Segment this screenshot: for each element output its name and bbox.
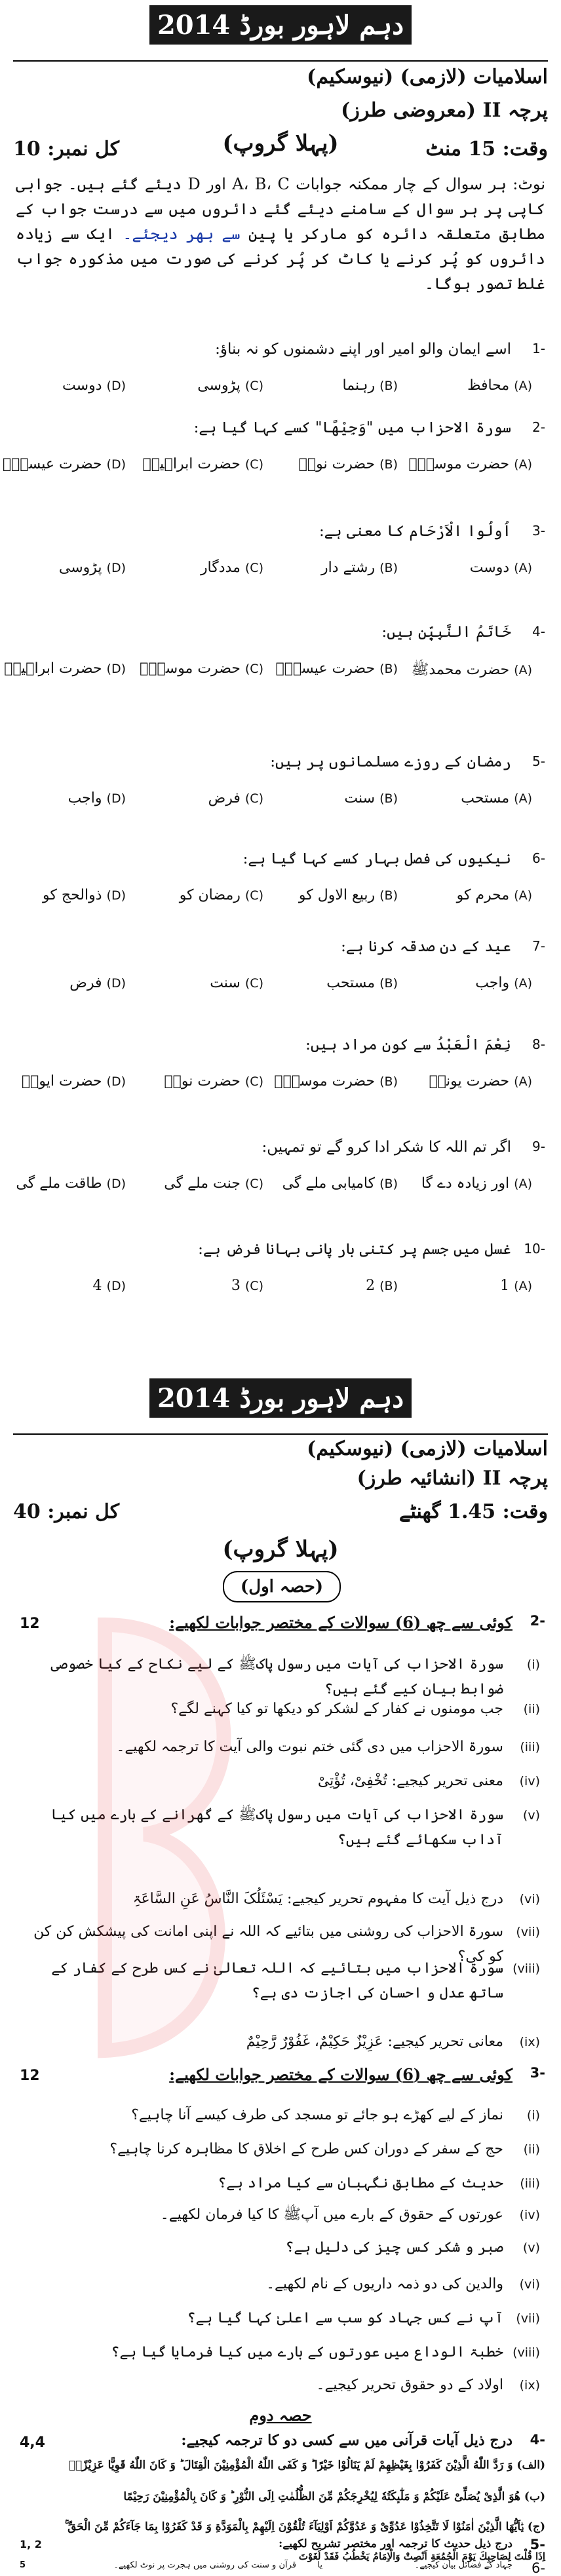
mcq-option-text: محرم کو xyxy=(456,887,510,903)
mcq-text: غسل میں جسم پر کتنی بار پانی بہانا فرض ہے: xyxy=(198,1241,511,1258)
mcq-option-label: (C) xyxy=(244,791,263,806)
mcq-option-label: (D) xyxy=(106,379,126,393)
mcq-option-label: (C) xyxy=(244,1279,263,1293)
mcq-option-text: طاقت ملے گی xyxy=(16,1175,102,1192)
mcq-option-text: حضرت ابراہیمؑ xyxy=(142,456,241,472)
mcq-text: عید کے دن صدقہ کرنا ہے: xyxy=(341,938,511,955)
question-3-item-number: (i) xyxy=(526,2108,540,2123)
paper1-total-marks: کل نمبر: 10 xyxy=(13,138,120,161)
mcq-option[interactable] xyxy=(321,559,398,576)
mcq-option-text: مستحب xyxy=(326,975,376,991)
mcq-number: 1- xyxy=(532,341,545,356)
mcq-option[interactable] xyxy=(500,1278,532,1294)
mcq-text: اگر تم اللہ کا شکر ادا کرو گے تو تمہیں: xyxy=(261,1139,511,1156)
question-4-marks: 4,4 xyxy=(20,2434,45,2451)
mcq-option-text: 2 xyxy=(366,1278,376,1294)
question-4-verse: (الف) وَ رَدَّ اللّٰهُ الَّذِیْنَ كَفَرُوْا بِغَیْظِهِمْ لَمْ یَنَالُوْا خَیْرًا ؕ وَ كَفَى اللّٰهُ الْمُؤْمِنِیْنَ الْقِتَالَ ؕ وَ كَانَ اللّٰهُ قَوِیًّا عَزِیْزًاۚ xyxy=(68,2459,545,2472)
mcq-option-text: سنت xyxy=(344,790,376,806)
mcq-option-label: (D) xyxy=(106,1279,126,1293)
mcq-option[interactable] xyxy=(43,887,126,903)
mcq-option[interactable] xyxy=(344,790,398,806)
mcq-question-3 xyxy=(16,523,545,549)
mcq-option-text: حضرت عیسیٰؑ xyxy=(275,660,376,677)
mcq-option-label: (C) xyxy=(244,662,263,676)
question-3-item-number: (vi) xyxy=(519,2277,540,2292)
mcq-option-text: فرض xyxy=(208,790,241,806)
mcq-question-1 xyxy=(16,341,545,367)
mcq-option-text: مستحب xyxy=(461,790,510,806)
mcq-text: نِعْمَ الْعَبْدُ سے کون مراد ہیں: xyxy=(305,1036,511,1053)
question-2-item-text: سورۃ الاحزاب کی آیات میں رسول پاکﷺ کے لیے نکاح کے کیا خصوصی ضوابط بیان کیے گئے ہیں؟ xyxy=(50,1656,503,1697)
header-rule xyxy=(13,60,548,62)
mcq-option[interactable] xyxy=(276,660,398,677)
mcq-option-text: جنت ملے گی xyxy=(164,1175,241,1192)
paper2-meta-row xyxy=(13,1500,548,1523)
question-2-text: کوئی سے چھ (6) سوالات کے مختصر جوابات لکھیے: xyxy=(169,1613,513,1632)
mcq-option[interactable] xyxy=(22,1073,126,1089)
mcq-number: 3- xyxy=(532,523,545,539)
mcq-option[interactable] xyxy=(475,975,532,991)
mcq-option-label: (B) xyxy=(379,1177,398,1191)
mcq-option-text: رمضان کو xyxy=(179,887,241,903)
question-3 xyxy=(16,2065,545,2091)
mcq-option[interactable] xyxy=(68,790,126,806)
mcq-number: 5- xyxy=(532,753,545,769)
paper1-subject: اسلامیات (لازمی) (نیوسکیم) xyxy=(307,66,548,88)
mcq-option[interactable] xyxy=(69,975,126,991)
mcq-option-label: (D) xyxy=(106,1074,126,1089)
paper1-note-part1: نوٹ: ہر سوال کے چار ممکنہ جوابات A، B، C اور D دیئے گئے ہیں۔ جوابی کاپی پر ہر سوال کے سامنے دیئے گئے دائروں میں سے درست جواب کے مطابق متعلقہ دائرہ کو مارکر یا پین xyxy=(16,175,546,243)
mcq-text: اُولُوا الْاَرْحَام کا معنی ہے: xyxy=(319,523,511,540)
question-3-item-number: (ii) xyxy=(523,2142,540,2157)
mcq-option[interactable] xyxy=(231,1278,263,1294)
mcq-option-text: حضرت یونسؑ xyxy=(429,1073,510,1089)
mcq-option-text: حضرت محمدﷺ xyxy=(411,662,510,678)
question-5-number: 5- xyxy=(530,2537,545,2552)
question-2-item-text: سورۃ الاحزاب کی آیات میں رسول پاکﷺ کے گھرانے کے بارے میں کیا آداب سکھائے گئے ہیں؟ xyxy=(50,1807,503,1848)
mcq-options-7 xyxy=(16,975,545,1001)
mcq-option-label: (B) xyxy=(379,1279,398,1293)
question-3-item-text: حج کے سفر کے دوران کس طرح کے اخلاق کا مظاہرہ کرنا چاہیے؟ xyxy=(109,2141,503,2157)
paper1-note-part3: ایک سے زیادہ دائروں کو پُر کرنے یا کاٹ کر پُر کرنے کی صورت میں مذکورہ جواب غلط تصور ہوگا۔ xyxy=(16,225,545,293)
mcq-question-5 xyxy=(16,753,545,780)
mcq-option-label: (D) xyxy=(106,457,126,472)
mcq-options-10 xyxy=(16,1278,545,1304)
paper2-group: (پہلا گروپ) xyxy=(222,1536,339,1563)
question-4-verse: (ج) یٰۤاَیُّهَا الَّذِیْنَ اٰمَنُوْا لَا تَتَّخِذُوْا عَدُوِّیْ وَ عَدُوَّكُمْ اَوْلِیَآءَ تُلْقُوْنَ اِلَیْهِمْ بِالْمَوَدَّةِ وَ قَدْ كَفَرُوْا بِمَا جَآءَكُمْ مِّنَ الْحَقِّ ۚ xyxy=(64,2520,545,2533)
mcq-option-label: (D) xyxy=(106,561,126,575)
mcq-number: 10- xyxy=(524,1241,545,1257)
question-4-verse: (ب) هُوَ الَّذِیْ یُصَلِّیْ عَلَیْكُمْ وَ مَلٰٓىٕكَتُهٗ لِیُخْرِجَكُمْ مِّنَ الظُّلُمٰتِ اِلَى النُّوْرِ ؕ وَ كَانَ بِالْمُؤْمِنِیْنَ رَحِیْمًا xyxy=(123,2490,545,2503)
mcq-option-label: (A) xyxy=(514,976,532,991)
question-6-or: یا xyxy=(317,2560,322,2570)
question-5-hadith: اِذَا قُلْتَ لِصَاحِبِكَ یَوْمَ الْجُمُعَةِ اَنْصِتْ وَالْاِمَامُ یَخْطُبُ فَقَدْ لَغَوْتَ xyxy=(298,2550,545,2562)
mcq-options-6 xyxy=(16,887,545,913)
mcq-number: 9- xyxy=(532,1139,545,1154)
header-rule xyxy=(13,1433,548,1435)
mcq-option-text: پڑوسی xyxy=(58,559,102,576)
mcq-option-label: (C) xyxy=(244,1177,263,1191)
mcq-option-label: (B) xyxy=(379,662,398,676)
question-4-number: 4- xyxy=(530,2432,545,2448)
paper1-paper-title: پرچہ II (معروضی طرز) xyxy=(341,99,548,122)
mcq-option[interactable] xyxy=(210,975,263,991)
mcq-question-2 xyxy=(16,419,545,445)
paper2-time: وقت: 1.45 گھنٹے xyxy=(398,1500,548,1523)
mcq-option[interactable] xyxy=(282,1175,398,1192)
mcq-option[interactable] xyxy=(366,1278,398,1294)
mcq-option-label: (D) xyxy=(106,1177,126,1191)
mcq-option[interactable] xyxy=(140,660,263,677)
question-6-alternative: قرآن و سنت کی روشنی میں ہجرت پر نوٹ لکھیے۔ xyxy=(113,2560,296,2570)
mcq-options-5 xyxy=(16,790,545,816)
mcq-question-10 xyxy=(16,1241,545,1267)
mcq-option-text: حضرت موسیٰؑ xyxy=(408,456,510,472)
mcq-number: 7- xyxy=(532,938,545,954)
mcq-option-label: (A) xyxy=(514,1177,532,1191)
mcq-option-text: حضرت نوحؑ xyxy=(298,456,376,472)
question-3-item-number: (v) xyxy=(522,2241,540,2255)
question-3-item-number: (viii) xyxy=(513,2345,540,2360)
mcq-question-7 xyxy=(16,938,545,964)
mcq-option[interactable] xyxy=(457,887,532,903)
mcq-option-label: (B) xyxy=(379,791,398,806)
mcq-option-label: (B) xyxy=(379,1074,398,1089)
paper2-header xyxy=(13,1437,548,1490)
mcq-option[interactable] xyxy=(467,377,532,394)
mcq-option[interactable] xyxy=(143,456,263,472)
question-3-item-text: عورتوں کے حقوق کے بارے میں آپﷺ کا کیا فرمان لکھیے۔ xyxy=(160,2207,503,2223)
question-3-item-number: (ix) xyxy=(519,2378,540,2393)
mcq-text: سورۃ الاحزاب میں "وَجِیْھًا" کسے کہا گیا ہے: xyxy=(193,419,511,436)
mcq-option-text: واجب xyxy=(475,975,510,991)
mcq-option-label: (A) xyxy=(514,561,532,575)
question-3-item-text: آپ نے کس جہاد کو سب سے اعلیٰ کہا گیا ہے؟ xyxy=(187,2310,503,2326)
question-2-item-text: درج ذیل آیت کا مفہوم تحریر کیجیے: یَسْئَلُکَ النَّاسُ عَنِ السَّاعَۃِ xyxy=(132,1891,503,1907)
mcq-option[interactable] xyxy=(461,790,532,806)
mcq-option[interactable] xyxy=(164,1175,263,1192)
mcq-option-label: (C) xyxy=(244,976,263,991)
mcq-option-label: (D) xyxy=(106,976,126,991)
question-3-text: کوئی سے چھ (6) سوالات کے مختصر جوابات لکھیے: xyxy=(169,2065,513,2084)
mcq-option-text: دوست xyxy=(469,559,510,576)
question-2-item-text: سورۃ الاحزاب میں دی گئی ختم نبوت والی آیت کا ترجمہ لکھیے۔ xyxy=(116,1739,503,1755)
question-6 xyxy=(16,2560,545,2576)
question-3-item-number: (iii) xyxy=(520,2176,540,2191)
paper2-subject: اسلامیات (لازمی) (نیوسکیم) xyxy=(307,1437,548,1460)
mcq-option-label: (D) xyxy=(106,791,126,806)
mcq-option-text: حضرت نوحؑ xyxy=(164,1073,241,1089)
question-2-item-number: (vi) xyxy=(519,1892,540,1906)
mcq-option[interactable] xyxy=(197,377,263,394)
mcq-option-text: رہنما xyxy=(342,377,376,394)
question-2-marks: 12 xyxy=(20,1616,40,1632)
mcq-option[interactable] xyxy=(429,1073,532,1089)
mcq-option-label: (D) xyxy=(106,662,126,676)
mcq-option-label: (A) xyxy=(514,888,532,903)
question-6-marks: 5 xyxy=(20,2560,26,2570)
question-3-marks: 12 xyxy=(20,2068,40,2084)
question-4-text: درج ذیل آیات قرآنی میں سے کسی دو کا ترجمہ کیجیے: xyxy=(181,2432,513,2449)
mcq-option[interactable] xyxy=(326,975,398,991)
mcq-option-text: سنت xyxy=(210,975,241,991)
paper2-paper-title: پرچہ II (انشائیہ طرز) xyxy=(357,1467,548,1490)
mcq-option-text: 3 xyxy=(231,1278,241,1294)
mcq-option-label: (A) xyxy=(514,791,532,806)
mcq-text: رمضان کے روزے مسلمانوں پر ہیں: xyxy=(270,753,511,770)
mcq-option[interactable] xyxy=(3,456,126,472)
mcq-option-label: (B) xyxy=(379,888,398,903)
question-6-number: 6- xyxy=(532,2560,545,2576)
paper2-section2-label: حصہ دوم xyxy=(249,2406,312,2425)
mcq-option-label: (C) xyxy=(244,1074,263,1089)
mcq-option-text: مددگار xyxy=(200,559,241,576)
mcq-option[interactable] xyxy=(470,559,532,576)
mcq-question-9 xyxy=(16,1139,545,1165)
question-3-item-number: (iv) xyxy=(519,2208,540,2222)
question-2-item-text: سورۃ الاحزاب کی روشنی میں بتائیے کہ اللہ نے اپنی امانت کی پیشکش کن کن کو کی؟ xyxy=(33,1923,503,1965)
mcq-option[interactable] xyxy=(274,1073,398,1089)
mcq-option[interactable] xyxy=(4,660,126,677)
mcq-option-label: (A) xyxy=(514,663,532,677)
mcq-option-label: (C) xyxy=(244,457,263,472)
question-2-item-text: معنی تحریر کیجیے: تُخْفِیْ، تُؤْتِیْ xyxy=(317,1773,503,1789)
question-5-marks: 1, 2 xyxy=(20,2538,42,2550)
mcq-option-text: حضرت موسیٰؑ xyxy=(140,660,241,677)
mcq-text: نیکیوں کی فصل بہار کسے کہا گیا ہے: xyxy=(242,850,511,867)
question-2-item-number: (i) xyxy=(526,1657,540,1672)
question-4 xyxy=(16,2432,545,2455)
mcq-option-label: (A) xyxy=(514,379,532,393)
mcq-option-label: (C) xyxy=(244,379,263,393)
mcq-option-label: (A) xyxy=(514,457,532,472)
mcq-number: 2- xyxy=(532,419,545,435)
question-2-item-number: (v) xyxy=(522,1808,540,1823)
question-2-item-number: (ii) xyxy=(523,1702,540,1716)
mcq-option-text: رشتے دار xyxy=(320,559,376,576)
paper2-section1-label: (حصہ اول) xyxy=(223,1571,341,1602)
mcq-option[interactable] xyxy=(16,1175,126,1192)
mcq-option-label: (B) xyxy=(379,379,398,393)
question-2-item-number: (viii) xyxy=(513,1961,540,1976)
mcq-options-2 xyxy=(2,456,545,482)
mcq-option-text: محافظ xyxy=(467,377,510,394)
question-2-item-number: (iii) xyxy=(520,1740,540,1754)
question-3-item-text: نماز کے لیے کھڑے ہو جائے تو مسجد کی طرف کیسے آنا چاہیے؟ xyxy=(131,2107,503,2123)
paper1-time: وقت: 15 منٹ xyxy=(425,138,548,161)
mcq-question-6 xyxy=(16,850,545,877)
mcq-option-label: (C) xyxy=(244,561,263,575)
paper1-note xyxy=(16,172,545,296)
mcq-options-3 xyxy=(16,559,545,586)
mcq-option-text: پڑوسی xyxy=(197,377,241,394)
mcq-option[interactable] xyxy=(201,559,263,576)
mcq-option-text: 4 xyxy=(92,1278,102,1294)
paper2-total-marks: کل نمبر: 40 xyxy=(13,1500,120,1523)
mcq-option-text: حضرت موسیٰؑ xyxy=(274,1073,376,1089)
mcq-options-1 xyxy=(16,377,545,404)
mcq-option-label: (B) xyxy=(379,561,398,575)
mcq-option[interactable] xyxy=(299,456,398,472)
mcq-option[interactable] xyxy=(412,660,532,681)
paper2-banner: دہم لاہور بورڈ 2014 xyxy=(149,1378,412,1418)
mcq-option-text: ربیع الاول کو xyxy=(298,887,376,903)
mcq-number: 6- xyxy=(532,850,545,866)
mcq-option[interactable] xyxy=(180,887,263,903)
mcq-options-4 xyxy=(4,660,545,687)
question-2-item-number: (ix) xyxy=(519,2035,540,2049)
question-2 xyxy=(16,1613,545,1639)
mcq-options-8 xyxy=(16,1073,545,1099)
mcq-option-label: (D) xyxy=(106,888,126,903)
question-3-item-text: خطبۃ الوداع میں عورتوں کے بارے میں کیا فرمایا گیا ہے؟ xyxy=(111,2344,503,2360)
mcq-text: اسے ایمان والو امیر اور اپنے دشمنوں کو نہ بناؤ: xyxy=(215,341,511,358)
mcq-option-text: حضرت ابراہیمؑ xyxy=(4,660,102,677)
mcq-option[interactable] xyxy=(299,887,398,903)
mcq-option-label: (C) xyxy=(244,888,263,903)
mcq-option-label: (A) xyxy=(514,1279,532,1293)
question-2-item-number: (iv) xyxy=(519,1774,540,1789)
mcq-option-label: (B) xyxy=(379,976,398,991)
question-3-item-number: (vii) xyxy=(516,2311,540,2326)
question-2-item-text: جب مومنوں نے کفار کے لشکر کو دیکھا تو کیا کہنے لگے؟ xyxy=(170,1701,503,1717)
question-2-number: 2- xyxy=(530,1613,545,1629)
mcq-option[interactable] xyxy=(408,456,532,472)
mcq-option-label: (B) xyxy=(379,457,398,472)
question-5-text: درج ذیل حدیث کا ترجمہ اور مختصر تشریح لکھیے: xyxy=(278,2537,513,2550)
question-3-item-text: والدین کی دو ذمہ داریوں کے نام لکھیے۔ xyxy=(266,2276,503,2292)
mcq-option-text: حضرت ایوبؑ xyxy=(21,1073,102,1089)
mcq-text: خَاتَمُ النَّبِیّٖن ہیں: xyxy=(381,624,511,641)
question-3-item-text: صبر و شکر کس چیز کی دلیل ہے؟ xyxy=(285,2239,503,2256)
question-2-item-text: معانی تحریر کیجیے: عَزِیْزٌ حَکِیْمٌ، غَفُوْرٌ رَّحِیْمٌ xyxy=(246,2034,503,2050)
mcq-option-text: واجب xyxy=(68,790,102,806)
paper1-group: (پہلا گروپ) xyxy=(222,130,339,157)
mcq-option[interactable] xyxy=(59,559,126,576)
question-6-text: جہاد کے فضائل بیان کیجیے۔ xyxy=(414,2560,513,2570)
mcq-option-text: 1 xyxy=(500,1278,510,1294)
mcq-question-8 xyxy=(16,1036,545,1063)
mcq-option[interactable] xyxy=(93,1278,126,1294)
paper1-banner: دہم لاہور بورڈ 2014 xyxy=(149,5,412,45)
mcq-option-text: حضرت عیسیٰؑ xyxy=(2,456,102,472)
question-3-item-text: حدیث کے مطابق نگہبان سے کیا مراد ہے؟ xyxy=(218,2175,503,2191)
mcq-option[interactable] xyxy=(343,377,398,394)
mcq-option[interactable] xyxy=(164,1073,263,1089)
mcq-option[interactable] xyxy=(421,1175,532,1192)
question-2-item-number: (vii) xyxy=(516,1925,540,1939)
mcq-option[interactable] xyxy=(62,377,126,394)
paper1-header xyxy=(13,66,548,122)
mcq-option-text: کامیابی ملے گی xyxy=(282,1175,376,1192)
mcq-question-4 xyxy=(16,624,545,650)
mcq-number: 8- xyxy=(532,1036,545,1052)
mcq-option-text: اور زیادہ دے گا xyxy=(421,1175,510,1192)
mcq-option-text: فرض xyxy=(69,975,102,991)
question-2-item-text: سورۃ الاحزاب میں بتائیے کہ اللہ تعالیٰ نے کس طرح کے کفار کے ساتھ عدل و احسان کی اجازت دی ہے؟ xyxy=(51,1960,503,2001)
mcq-option[interactable] xyxy=(208,790,263,806)
paper1-note-part2: سے بھر دیجئے۔ xyxy=(123,225,241,243)
mcq-number: 4- xyxy=(532,624,545,639)
mcq-option-label: (A) xyxy=(514,1074,532,1089)
question-3-item-text: اولاد کے دو حقوق تحریر کیجیے۔ xyxy=(316,2377,503,2393)
mcq-option-text: ذوالحج کو xyxy=(43,887,102,903)
question-3-number: 3- xyxy=(530,2065,545,2081)
mcq-option-text: دوست xyxy=(62,377,102,394)
mcq-options-9 xyxy=(16,1175,545,1202)
